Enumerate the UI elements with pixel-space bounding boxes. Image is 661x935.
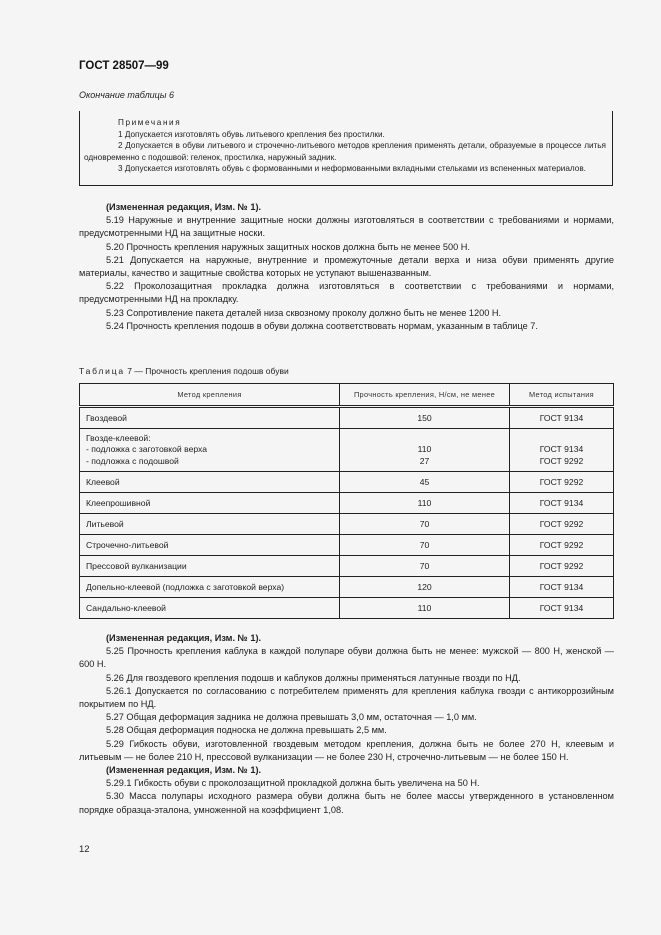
cell-line: ГОСТ 9292 (539, 455, 584, 466)
table7-caption (79, 366, 289, 376)
table-row (80, 493, 614, 514)
column-header-strength: Прочность крепления, Н/см, не менее (340, 384, 510, 407)
note-item: 1 Допускается изготовлять обувь литьевого крепления без простилки. (118, 129, 385, 139)
table-row (80, 598, 614, 619)
cell-method: Прессовой вулканизации (80, 556, 340, 577)
column-header-method: Метод крепления (80, 384, 340, 407)
table-continuation-label: Окончание таблицы 6 (79, 90, 174, 100)
table-row (80, 407, 614, 429)
amendment-note: (Измененная редакция, Изм. № 1). (106, 633, 262, 643)
paragraph-5-29-1: 5.29.1 Гибкость обуви с проколозащитной прокладкой должна быть увеличена на 50 Н. (106, 778, 480, 789)
cell-line: 27 (419, 455, 430, 466)
paragraph-5-20: 5.20 Прочность крепления наружных защитных носков должна быть не менее 500 Н. (106, 241, 470, 252)
table6-notes (79, 111, 613, 186)
note-item: 3 Допускается изготовлять обувь с формованными и неформованными вкладными стельками из вспененных материалов. (118, 164, 586, 174)
paragraph-5-22: 5.22 Проколозащитная прокладка должна изготовляться в соответствии с требованиями и нормами, предусмотренными НД на прокладку. (79, 281, 614, 305)
cell-strength: 150 (340, 407, 510, 429)
table-row (80, 535, 614, 556)
table7-sole-attachment-strength (79, 383, 614, 619)
cell-strength: 70 (340, 514, 510, 535)
cell-test: ГОСТ 9134 (510, 598, 614, 619)
cell-line: ГОСТ 9134 (539, 444, 584, 455)
paragraph-5-26: 5.26 Для гвоздевого крепления подошв и каблуков должны применяться латунные гвозди по НД. (106, 672, 521, 683)
cell-method: Клеевой (80, 472, 340, 493)
cell-test: ГОСТ 9292 (510, 556, 614, 577)
paragraph-5-25: 5.25 Прочность крепления каблука в каждой полупаре обуви должна быть не менее: мужской — 800 Н, женской — 600 Н. (79, 646, 614, 670)
paragraph-5-27: 5.27 Общая деформация задника не должна превышать 3,0 мм, остаточная — 1,0 мм. (106, 712, 477, 723)
cell-test: ГОСТ 9134 (510, 493, 614, 514)
paragraph-5-29: 5.29 Гибкость обуви, изготовленной гвоздевым методом крепления, должна быть не более 270 Н, клеевым и литьевым — не более 210 Н, прессовой вулканизации — не более 230 Н, строчечно-литьевым — не более 150 Н. (79, 738, 614, 762)
cell-test: ГОСТ 9292 (510, 514, 614, 535)
cell-test: ГОСТ 9134 (510, 577, 614, 598)
cell-test: ГОСТ 9292 (510, 535, 614, 556)
notes-title: Примечания (118, 118, 182, 127)
cell-method: Клеепрошивной (80, 493, 340, 514)
cell-method (80, 429, 340, 472)
cell-strength: 70 (340, 535, 510, 556)
cell-strength: 110 (340, 493, 510, 514)
paragraph-5-21: 5.21 Допускается на наружные, внутренние и промежуточные детали верха и низа обуви применять другие материалы, качество и защитные свойства которых не уступают вышеназванным. (79, 254, 614, 279)
column-header-test-method: Метод испытания (510, 384, 614, 407)
cell-line: - подложка с подошвой (86, 455, 179, 466)
table-row (80, 429, 614, 472)
cell-method: Допельно-клеевой (подложка с заготовкой верха) (80, 577, 340, 598)
cell-strength: 70 (340, 556, 510, 577)
table-caption-text: 7 — Прочность крепления подошв обуви (124, 366, 289, 376)
table-row (80, 472, 614, 493)
cell-strength: 120 (340, 577, 510, 598)
paragraph-5-23: 5.23 Сопротивление пакета деталей низа сквозному проколу должно быть не менее 1200 Н. (106, 307, 502, 318)
document-code: ГОСТ 28507—99 (79, 60, 169, 72)
paragraph-5-24: 5.24 Прочность крепления подошв в обуви должна соответствовать нормам, указанным в таблице 7. (106, 320, 538, 331)
cell-method: Сандально-клеевой (80, 598, 340, 619)
amendment-note: (Измененная редакция, Изм. № 1). (106, 765, 262, 776)
table-header-row (80, 384, 614, 407)
cell-strength: 45 (340, 472, 510, 493)
amendment-note: (Измененная редакция, Изм. № 1). (106, 202, 262, 212)
cell-line: - подложка с заготовкой верха (86, 444, 208, 455)
table-row (80, 514, 614, 535)
cell-strength: 110 (340, 598, 510, 619)
section-text-1 (79, 201, 614, 333)
note-item: 2 Допускается в обуви литьевого и строчечно-литьевого методов крепления применять детали, образуемые в процессе литья одновременно с подошвой: геленок, простилка, наружный задник. (84, 141, 606, 162)
page-number: 12 (79, 844, 90, 855)
section-text-2 (79, 632, 614, 817)
cell-line: Гвозде-клеевой: (86, 432, 151, 443)
table-caption-label: Таблица (79, 366, 125, 376)
cell-line: 110 (417, 444, 432, 455)
paragraph-5-28: 5.28 Общая деформация подноска не должна превышать 2,5 мм. (106, 725, 387, 736)
paragraph-5-30: 5.30 Масса полупары исходного размера обуви должна быть не более массы утвержденного в установленном порядке образца-эталона, умноженной на коэффициент 1,08. (79, 791, 614, 815)
cell-method: Литьевой (80, 514, 340, 535)
cell-strength (340, 429, 510, 472)
table-row (80, 556, 614, 577)
cell-test: ГОСТ 9134 (510, 407, 614, 429)
cell-test (510, 429, 614, 472)
cell-method: Гвоздевой (80, 407, 340, 429)
paragraph-5-26-1: 5.26.1 Допускается по согласованию с потребителем применять для крепления каблука гвозди с антикоррозийным покрытием по НД. (79, 685, 614, 710)
paragraph-5-19: 5.19 Наружные и внутренние защитные носки должны изготовляться в соответствии с требованиями и нормами, предусмотренными НД на защитные носки. (79, 215, 614, 239)
cell-test: ГОСТ 9292 (510, 472, 614, 493)
table-row (80, 577, 614, 598)
cell-method: Строчечно-литьевой (80, 535, 340, 556)
